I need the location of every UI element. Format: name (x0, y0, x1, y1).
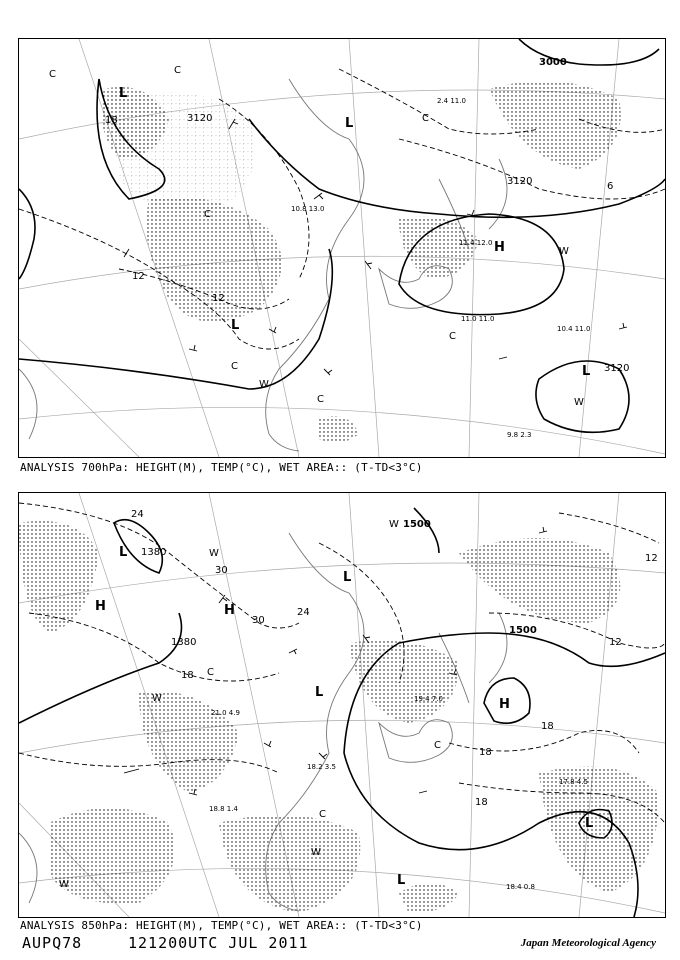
station-plot: 18.4 0.8 (506, 883, 535, 891)
contour-label: 3120 (604, 363, 630, 374)
station-plot: 2.4 11.0 (437, 97, 466, 105)
cold-airmass-marker: C (207, 667, 214, 678)
map-panel-850hpa (18, 492, 666, 918)
low-pressure-center: L (231, 318, 240, 333)
dry-hatch-area (119, 92, 255, 211)
isotherm-label: 18 (105, 115, 118, 126)
station-plot: 19.4 7.0 (414, 695, 443, 703)
station-plot: 9.8 2.3 (507, 431, 532, 439)
cold-airmass-marker: C (174, 65, 181, 76)
warm-airmass-marker: W (574, 397, 584, 408)
station-plot: 18.2 3.5 (307, 763, 336, 771)
warm-airmass-marker: W (389, 519, 399, 530)
chart-code: AUPQ78 (22, 934, 83, 952)
low-pressure-center: L (119, 545, 128, 560)
high-pressure-center: H (494, 240, 505, 255)
isotherm-label: 6 (607, 181, 614, 192)
isotherm-label: 18 (541, 721, 554, 732)
low-pressure-center: L (397, 873, 406, 888)
map-panel-700hpa (18, 38, 666, 458)
map-850hpa-canvas (19, 493, 665, 917)
warm-airmass-marker: W (152, 693, 162, 704)
isotherm-label: 24 (297, 607, 310, 618)
high-pressure-center: H (95, 599, 106, 614)
station-plot: 21.0 4.9 (211, 709, 240, 717)
isotherm-label: 12 (645, 553, 658, 564)
cold-airmass-marker: C (422, 113, 429, 124)
high-pressure-center: H (499, 697, 510, 712)
station-plot: 17.8 4.5 (559, 778, 588, 786)
map-caption-850hpa: ANALYSIS 850hPa: HEIGHT(M), TEMP(°C), WET AREA:: (T-TD<3°C) (20, 919, 423, 932)
wet-areas (19, 521, 659, 913)
low-pressure-center: L (343, 570, 352, 585)
low-pressure-center: L (582, 364, 591, 379)
station-plot: 10.4 11.0 (557, 325, 591, 333)
cold-airmass-marker: C (204, 209, 211, 220)
warm-airmass-marker: W (209, 548, 219, 559)
cold-airmass-marker: C (231, 361, 238, 372)
warm-airmass-marker: W (559, 246, 569, 257)
isotherm-label: 30 (215, 565, 228, 576)
cold-airmass-marker: C (317, 394, 324, 405)
isotherm-label: 30 (252, 615, 265, 626)
contour-label: 3000 (539, 57, 567, 68)
valid-time: 121200UTC JUL 2011 (128, 934, 309, 952)
cold-airmass-marker: C (434, 740, 441, 751)
map-caption-700hpa: ANALYSIS 700hPa: HEIGHT(M), TEMP(°C), WET AREA:: (T-TD<3°C) (20, 461, 423, 474)
high-pressure-center: H (224, 603, 235, 618)
station-plot: 11.4 12.0 (459, 239, 493, 247)
low-pressure-center: L (119, 86, 128, 101)
cold-airmass-marker: C (319, 809, 326, 820)
contour-label: 1500 (403, 519, 431, 530)
map-700hpa-canvas (19, 39, 665, 457)
warm-airmass-marker: W (311, 847, 321, 858)
isotherm-label: 12 (132, 271, 145, 282)
station-plot: 10.8 13.0 (291, 205, 325, 213)
warm-airmass-marker: W (59, 879, 69, 890)
station-plot: 18.8 1.4 (209, 805, 238, 813)
cold-airmass-marker: C (49, 69, 56, 80)
low-pressure-center: L (345, 116, 354, 131)
contour-label: 3120 (507, 176, 533, 187)
cold-airmass-marker: C (449, 331, 456, 342)
low-pressure-center: L (315, 685, 324, 700)
contour-label: 1500 (509, 625, 537, 636)
isotherm-label: 18 (181, 670, 194, 681)
agency-name: Japan Meteorological Agency (520, 937, 656, 949)
warm-airmass-marker: W (259, 379, 269, 390)
contour-label: 1380 (171, 637, 197, 648)
isotherm-label: 12 (609, 637, 622, 648)
contour-label: 3120 (187, 113, 213, 124)
isotherm-label: 18 (479, 747, 492, 758)
contour-label: 1380 (141, 547, 167, 558)
station-plot: 11.0 11.0 (461, 315, 495, 323)
isotherm-label: 24 (131, 509, 144, 520)
low-pressure-center: L (585, 816, 594, 831)
isotherm-label: 18 (475, 797, 488, 808)
isotherm-label: 12 (212, 293, 225, 304)
